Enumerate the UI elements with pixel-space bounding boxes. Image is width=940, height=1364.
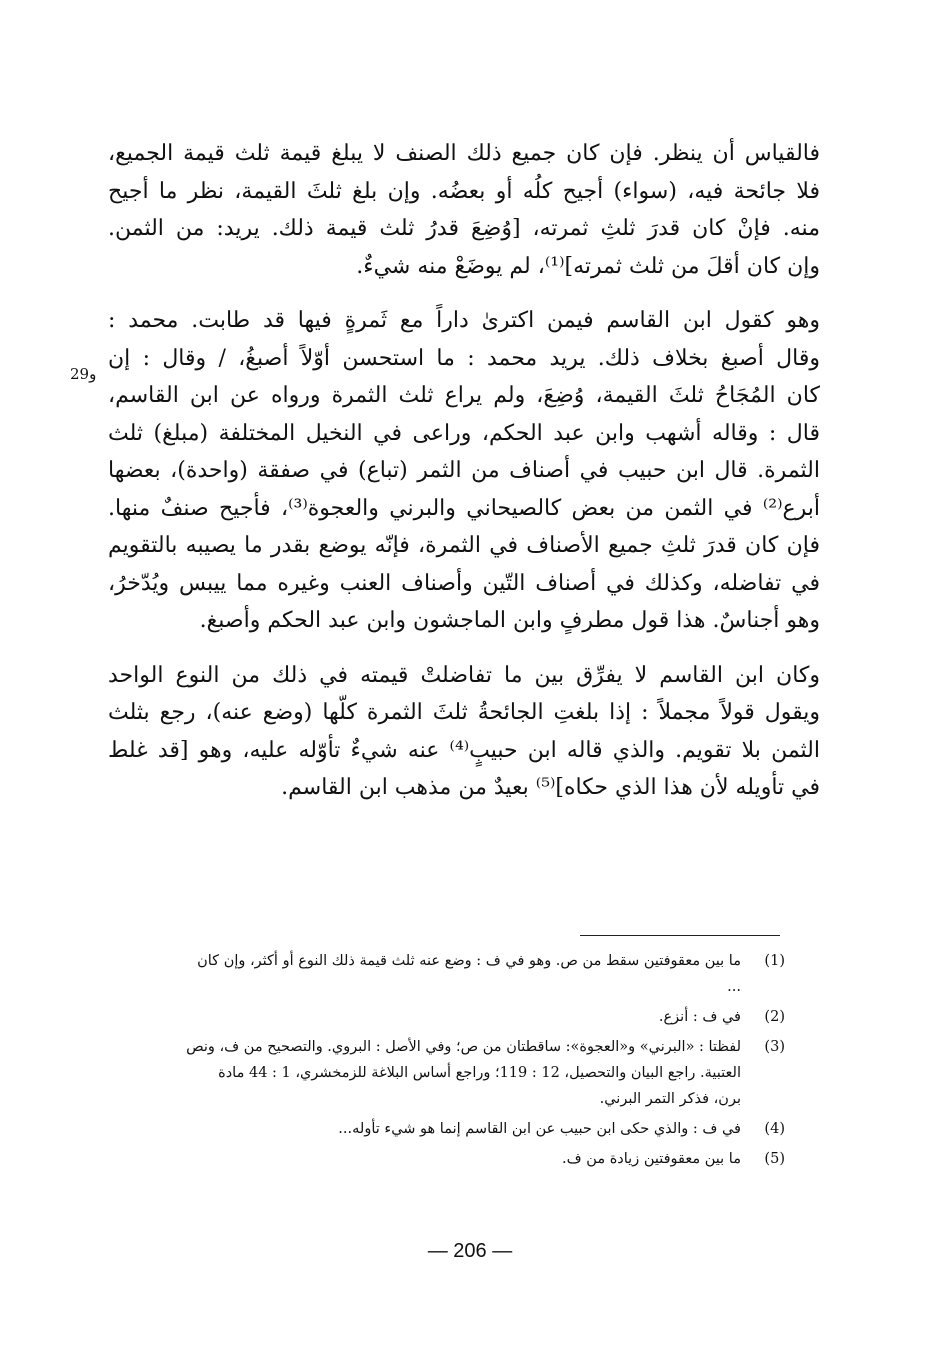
footnote bbox=[140, 1034, 785, 1112]
text-line: وقال أصبغ بخلاف ذلك. يريد محمد : ما استحسن أوّلاً أصبغُ، / وقال : إن bbox=[108, 345, 820, 371]
text-line: ويقول قولاً مجملاً : إذا بلغتِ الجائحةُ ثلثَ الثمرة كلّها (وضع عنه)، رجع بثلث bbox=[108, 700, 820, 725]
footnote-line: العتبية. راجع البيان والتحصيل، 12 : 119؛ وراجع أساس البلاغة للزمخشري، 1 : 44 مادة bbox=[218, 1065, 741, 1081]
footnote-text bbox=[140, 1004, 741, 1030]
footnote bbox=[140, 1146, 785, 1172]
footnote-line: ما بين معقوفتين زيادة من ف. bbox=[562, 1151, 741, 1167]
footnote-line: برن، فذكر التمر البرني. bbox=[599, 1091, 741, 1107]
footnote-number: (1) bbox=[764, 953, 785, 969]
text-line: وكان ابن القاسم لا يفرِّق بين ما تفاضلتْ قيمته في ذلك من النوع الواحد bbox=[108, 662, 820, 688]
text-line: في تأويله لأن هذا الذي حكاه]⁽⁵⁾ بعيدٌ من مذهب ابن القاسم. bbox=[281, 775, 820, 800]
footnote bbox=[140, 1004, 785, 1030]
footnote-divider bbox=[580, 935, 780, 936]
text-line: وهو أجناسٌ. هذا قول مطرفٍ وابن الماجشون وابن عبد الحكم وأصبغ. bbox=[199, 608, 820, 633]
footnote-text bbox=[140, 948, 741, 1000]
text-line: كان المُجَاحُ ثلثَ القيمة، وُضِعَ، ولم يراع ثلث الثمرة ورواه عن ابن القاسم، bbox=[108, 383, 820, 408]
paragraph-2 bbox=[108, 302, 820, 640]
text-line: وإن كان أقلَ من ثلث ثمرته]⁽¹⁾، لم يوضَعْ منه شيءٌ. bbox=[356, 253, 820, 279]
text-line: فالقياس أن ينظر. فإن كان جميع ذلك الصنف لا يبلغ قيمة ثلث قيمة الجميع، bbox=[108, 141, 820, 166]
paragraph-1 bbox=[108, 135, 820, 285]
footnote bbox=[140, 1116, 785, 1142]
footnote-line: في ف : أنزع. bbox=[658, 1009, 741, 1025]
footnote-text bbox=[140, 1034, 741, 1112]
main-text bbox=[108, 135, 820, 824]
text-line: وهو كقول ابن القاسم فيمن اكترىٰ داراً مع ثَمرةٍ فيها قد طابت. محمد : bbox=[108, 308, 820, 333]
text-line: منه. فإنْ كان قدرَ ثلثِ ثمرته، [وُضِعَ قدرُ ثلث قيمة ذلك. يريد: من الثمن. bbox=[108, 216, 820, 241]
text-line: فإن كان قدرَ ثلثِ جميع الأصناف في الثمرة، فإنّه يوضع بقدر ما يصيبه بالتقويم bbox=[108, 533, 820, 558]
page-number: — 206 — bbox=[427, 1240, 513, 1262]
text-line: في تفاضله، وكذلك في أصناف التّين وأصناف العنب وغيره مما ييبس ويُدّخرُ، bbox=[108, 570, 820, 596]
footnote bbox=[140, 948, 785, 1000]
footnote-line: في ف : والذي حكى ابن حبيب عن ابن القاسم إنما هو شيء تأوله... bbox=[338, 1121, 741, 1137]
text-line: الثمرة. قال ابن حبيب في أصناف من الثمر (تباع) في صفقة (واحدة)، بعضها bbox=[108, 458, 820, 483]
footnote-line: لفظتا : «البرني» و«العجوة»: ساقطتان من ص؛ وفي الأصل : البروي. والتصحيح من ف، ونص bbox=[186, 1039, 741, 1055]
footnote-number: (5) bbox=[764, 1151, 785, 1167]
text-line: الثمن بلا تقويم. والذي قاله ابن حبيبٍ⁽⁴⁾ عنه شيءٌ تأوّله عليه، وهو [قد غلط bbox=[108, 737, 820, 763]
footnote-text bbox=[140, 1146, 741, 1172]
footnote-number: (4) bbox=[764, 1121, 785, 1137]
manuscript-folio-marker: 29و bbox=[70, 365, 97, 383]
text-line: فلا جائحة فيه، (سواء) أجيح كلُه أو بعضُه. وإن بلغ ثلثَ القيمة، نظر ما أجيح bbox=[108, 178, 820, 204]
paragraph-3 bbox=[108, 657, 820, 807]
footnote-line: ... bbox=[727, 979, 741, 995]
footnote-line: ما بين معقوفتين سقط من ص. وهو في ف : وضع عنه ثلث قيمة ذلك النوع أو أكثر، وإن كان bbox=[197, 953, 741, 969]
footnote-text bbox=[140, 1116, 741, 1142]
footnote-number: (2) bbox=[764, 1009, 785, 1025]
footnotes bbox=[140, 948, 785, 1176]
text-line: أبرع⁽²⁾ في الثمن من بعض كالصيحاني والبرني والعجوة⁽³⁾، فأجيح صنفٌ منها. bbox=[108, 495, 820, 521]
text-line: قال : وقاله أشهب وابن عبد الحكم، وراعى في النخيل المختلفة (مبلغ) ثلث bbox=[108, 420, 820, 446]
footnote-number: (3) bbox=[764, 1039, 785, 1055]
